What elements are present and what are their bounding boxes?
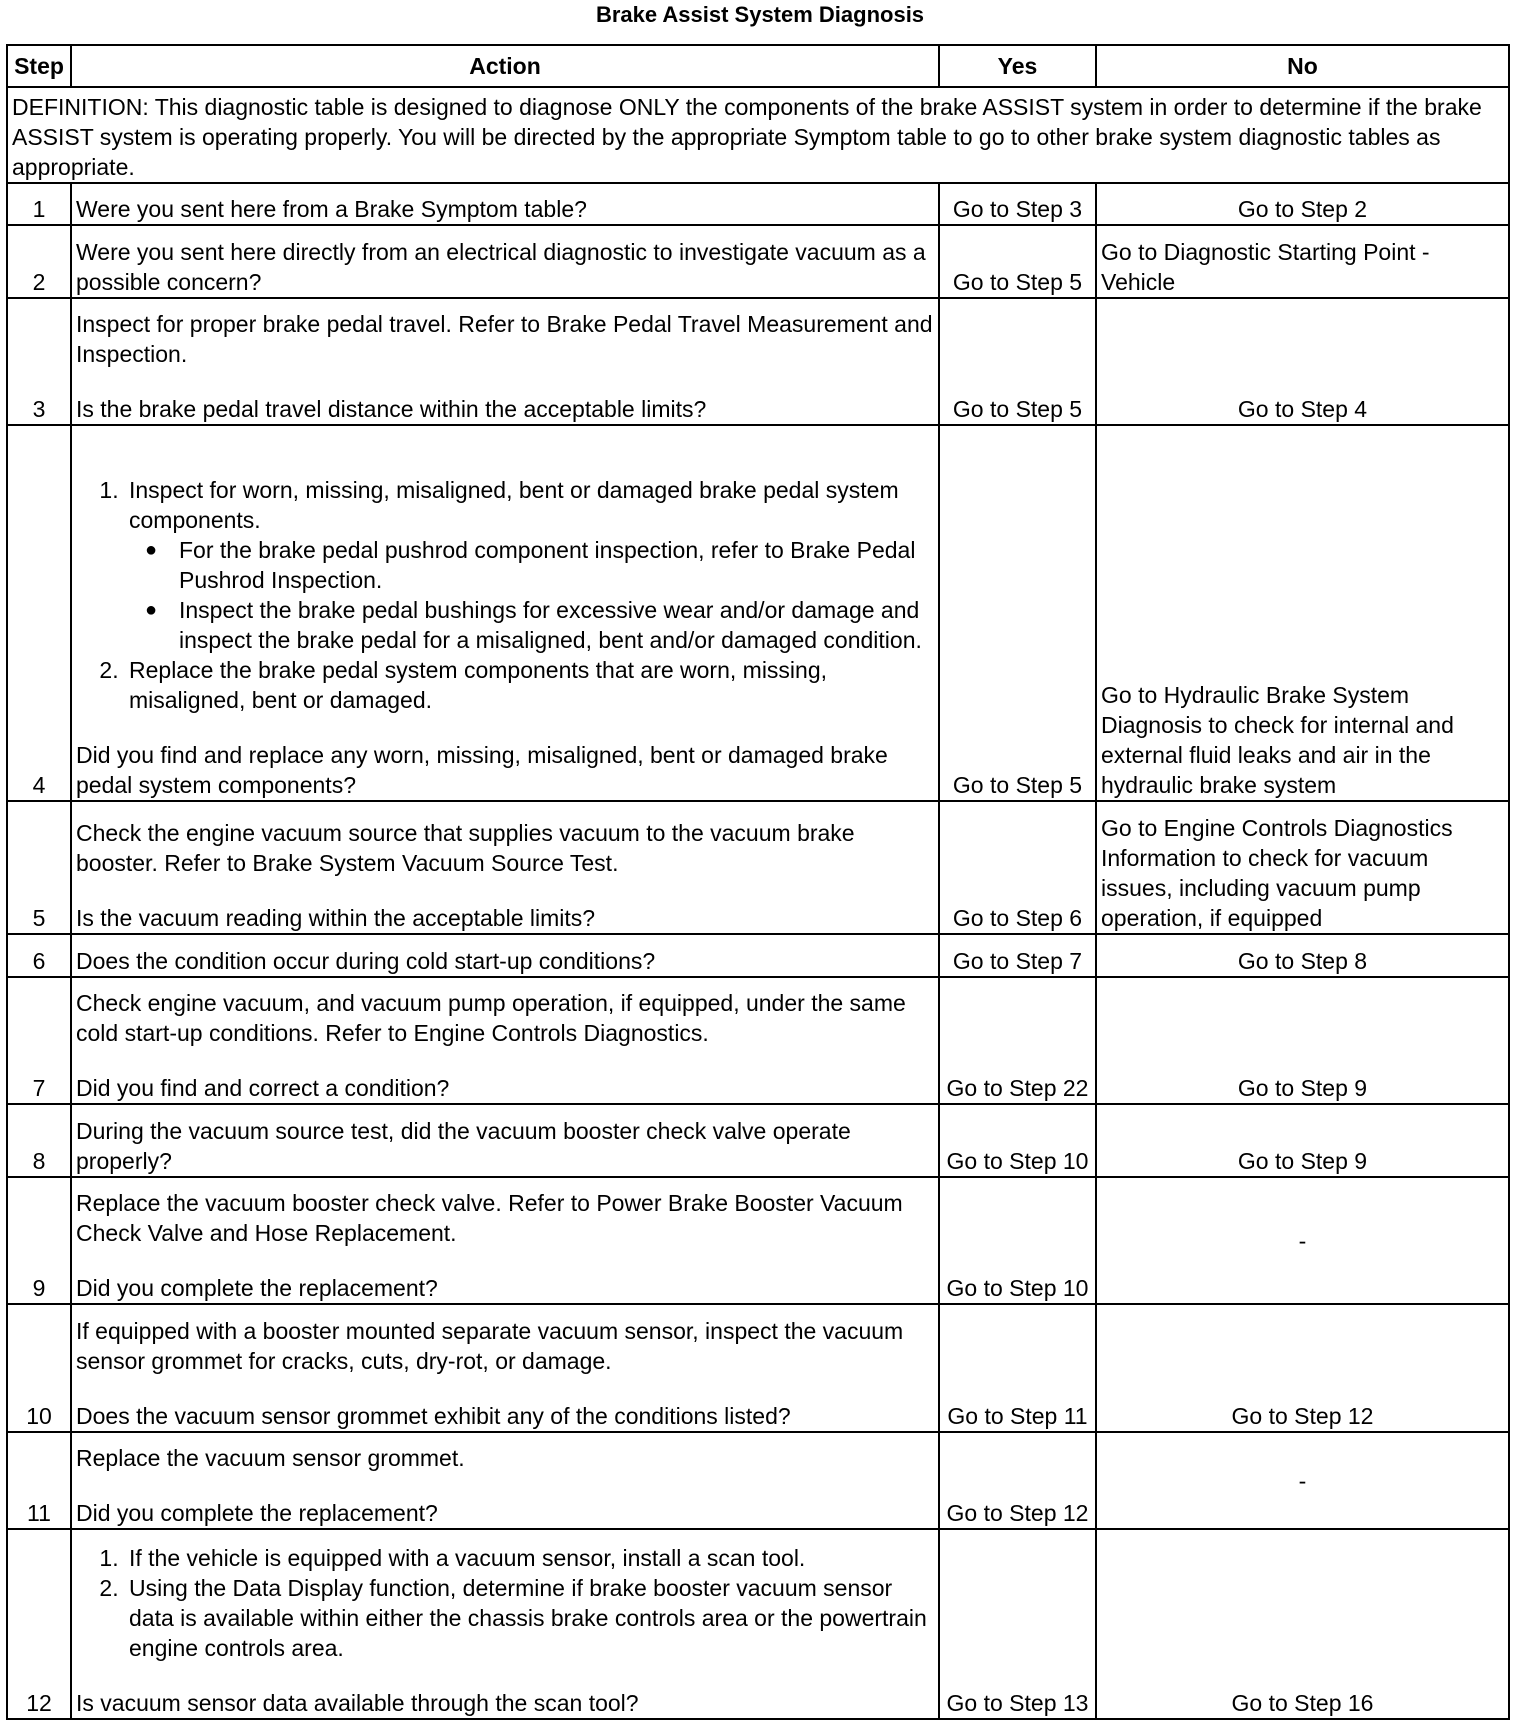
action-text: Check the engine vacuum source that supplies vacuum to the vacuum brake booster. Refer to Brake System Vacuum Source Test. <box>76 820 855 876</box>
action-text: Check engine vacuum, and vacuum pump operation, if equipped, under the same cold start-up conditions. Refer to Engine Controls Diagnostics. <box>76 990 906 1046</box>
table-row <box>7 1177 1509 1304</box>
no-result: Go to Step 9 <box>1096 1104 1509 1177</box>
yes-result: Go to Step 10 <box>939 1177 1096 1304</box>
action-question: Did you find and replace any worn, missing, misaligned, bent or damaged brake pedal system components? <box>76 742 888 798</box>
step-number: 2 <box>7 225 71 298</box>
list-item: 1. If the vehicle is equipped with a vacuum sensor, install a scan tool. <box>125 1543 934 1573</box>
action-text: During the vacuum source test, did the vacuum booster check valve operate properly? <box>71 1104 939 1177</box>
table-row <box>7 298 1509 425</box>
action-text: If equipped with a booster mounted separate vacuum sensor, inspect the vacuum sensor grommet for cracks, cuts, dry-rot, or damage. <box>76 1318 904 1374</box>
yes-result: Go to Step 13 <box>939 1529 1096 1719</box>
action-text: Does the condition occur during cold start-up conditions? <box>71 934 939 977</box>
step-number: 8 <box>7 1104 71 1177</box>
action-text: Were you sent here directly from an electrical diagnostic to investigate vacuum as a possible concern? <box>71 225 939 298</box>
action-cell <box>71 298 939 425</box>
yes-result: Go to Step 22 <box>939 977 1096 1104</box>
table-row <box>7 1529 1509 1719</box>
definition-row <box>7 87 1509 183</box>
table-row <box>7 934 1509 977</box>
action-cell <box>71 1432 939 1529</box>
step-number: 9 <box>7 1177 71 1304</box>
no-result: - <box>1096 1177 1509 1304</box>
table-row <box>7 183 1509 225</box>
procedure-list <box>76 475 934 715</box>
step-number: 7 <box>7 977 71 1104</box>
action-text: Replace the vacuum sensor grommet. <box>76 1445 465 1471</box>
no-result: Go to Step 8 <box>1096 934 1509 977</box>
yes-result: Go to Step 6 <box>939 801 1096 934</box>
no-result: Go to Step 12 <box>1096 1304 1509 1432</box>
diagnosis-table <box>6 44 1510 1720</box>
action-column-header: Action <box>71 45 939 87</box>
table-row <box>7 1432 1509 1529</box>
list-item: 2. Using the Data Display function, determine if brake booster vacuum sensor data is available within either the chassis brake controls area or the powertrain engine controls area. <box>125 1573 934 1663</box>
table-row <box>7 1104 1509 1177</box>
yes-result: Go to Step 11 <box>939 1304 1096 1432</box>
no-column-header: No <box>1096 45 1509 87</box>
action-question: Did you complete the replacement? <box>76 1275 438 1301</box>
step-number: 12 <box>7 1529 71 1719</box>
no-result: Go to Diagnostic Starting Point - Vehicle <box>1096 225 1509 298</box>
action-cell <box>71 1304 939 1432</box>
step-column-header: Step <box>7 45 71 87</box>
action-question: Is the brake pedal travel distance within the acceptable limits? <box>76 396 707 422</box>
yes-result: Go to Step 5 <box>939 298 1096 425</box>
table-row <box>7 977 1509 1104</box>
procedure-list <box>76 1543 934 1663</box>
header-row <box>7 45 1509 87</box>
list-item <box>125 475 934 655</box>
action-text: Inspect for proper brake pedal travel. Refer to Brake Pedal Travel Measurement and Inspection. <box>76 311 933 367</box>
list-item-text: Inspect for worn, missing, misaligned, bent or damaged brake pedal system components. <box>129 477 899 533</box>
table-row <box>7 225 1509 298</box>
definition-text: DEFINITION: This diagnostic table is designed to diagnose ONLY the components of the brake ASSIST system in order to determine if the brake ASSIST system is operating properly. You will be directed by the appropriate Symptom table to go to other brake system diagnostic tables as appropriate. <box>7 87 1509 183</box>
action-text: Were you sent here from a Brake Symptom table? <box>71 183 939 225</box>
step-number: 3 <box>7 298 71 425</box>
no-result: Go to Step 2 <box>1096 183 1509 225</box>
no-result: - <box>1096 1432 1509 1529</box>
action-question: Did you find and correct a condition? <box>76 1075 450 1101</box>
action-cell <box>71 801 939 934</box>
yes-result: Go to Step 5 <box>939 225 1096 298</box>
yes-result: Go to Step 5 <box>939 425 1096 801</box>
action-question: Is vacuum sensor data available through the scan tool? <box>76 1690 639 1716</box>
step-number: 10 <box>7 1304 71 1432</box>
yes-result: Go to Step 7 <box>939 934 1096 977</box>
no-result: Go to Step 16 <box>1096 1529 1509 1719</box>
bullet-item: ● Inspect the brake pedal bushings for excessive wear and/or damage and inspect the brake pedal for a misaligned, bent and/or damaged condition. <box>175 595 934 655</box>
step-number: 11 <box>7 1432 71 1529</box>
no-result: Go to Hydraulic Brake System Diagnosis to check for internal and external fluid leaks and air in the hydraulic brake system <box>1096 425 1509 801</box>
action-cell <box>71 1529 939 1719</box>
bullet-list <box>129 535 934 655</box>
bullet-item: ● For the brake pedal pushrod component inspection, refer to Brake Pedal Pushrod Inspection. <box>175 535 934 595</box>
step-number: 4 <box>7 425 71 801</box>
action-cell <box>71 977 939 1104</box>
no-result: Go to Step 4 <box>1096 298 1509 425</box>
action-question: Did you complete the replacement? <box>76 1500 438 1526</box>
step-number: 5 <box>7 801 71 934</box>
action-cell <box>71 425 939 801</box>
list-item: 2. Replace the brake pedal system components that are worn, missing, misaligned, bent or damaged. <box>125 655 934 715</box>
yes-result: Go to Step 10 <box>939 1104 1096 1177</box>
yes-result: Go to Step 12 <box>939 1432 1096 1529</box>
table-row <box>7 425 1509 801</box>
table-row <box>7 1304 1509 1432</box>
step-number: 6 <box>7 934 71 977</box>
yes-column-header: Yes <box>939 45 1096 87</box>
no-result: Go to Engine Controls Diagnostics Information to check for vacuum issues, including vacuum pump operation, if equipped <box>1096 801 1509 934</box>
action-text: Replace the vacuum booster check valve. Refer to Power Brake Booster Vacuum Check Valve and Hose Replacement. <box>76 1190 903 1246</box>
action-question: Is the vacuum reading within the acceptable limits? <box>76 905 596 931</box>
action-cell <box>71 1177 939 1304</box>
page-title: Brake Assist System Diagnosis <box>595 2 925 27</box>
no-result: Go to Step 9 <box>1096 977 1509 1104</box>
action-question: Does the vacuum sensor grommet exhibit any of the conditions listed? <box>76 1403 791 1429</box>
table-row <box>7 801 1509 934</box>
step-number: 1 <box>7 183 71 225</box>
yes-result: Go to Step 3 <box>939 183 1096 225</box>
